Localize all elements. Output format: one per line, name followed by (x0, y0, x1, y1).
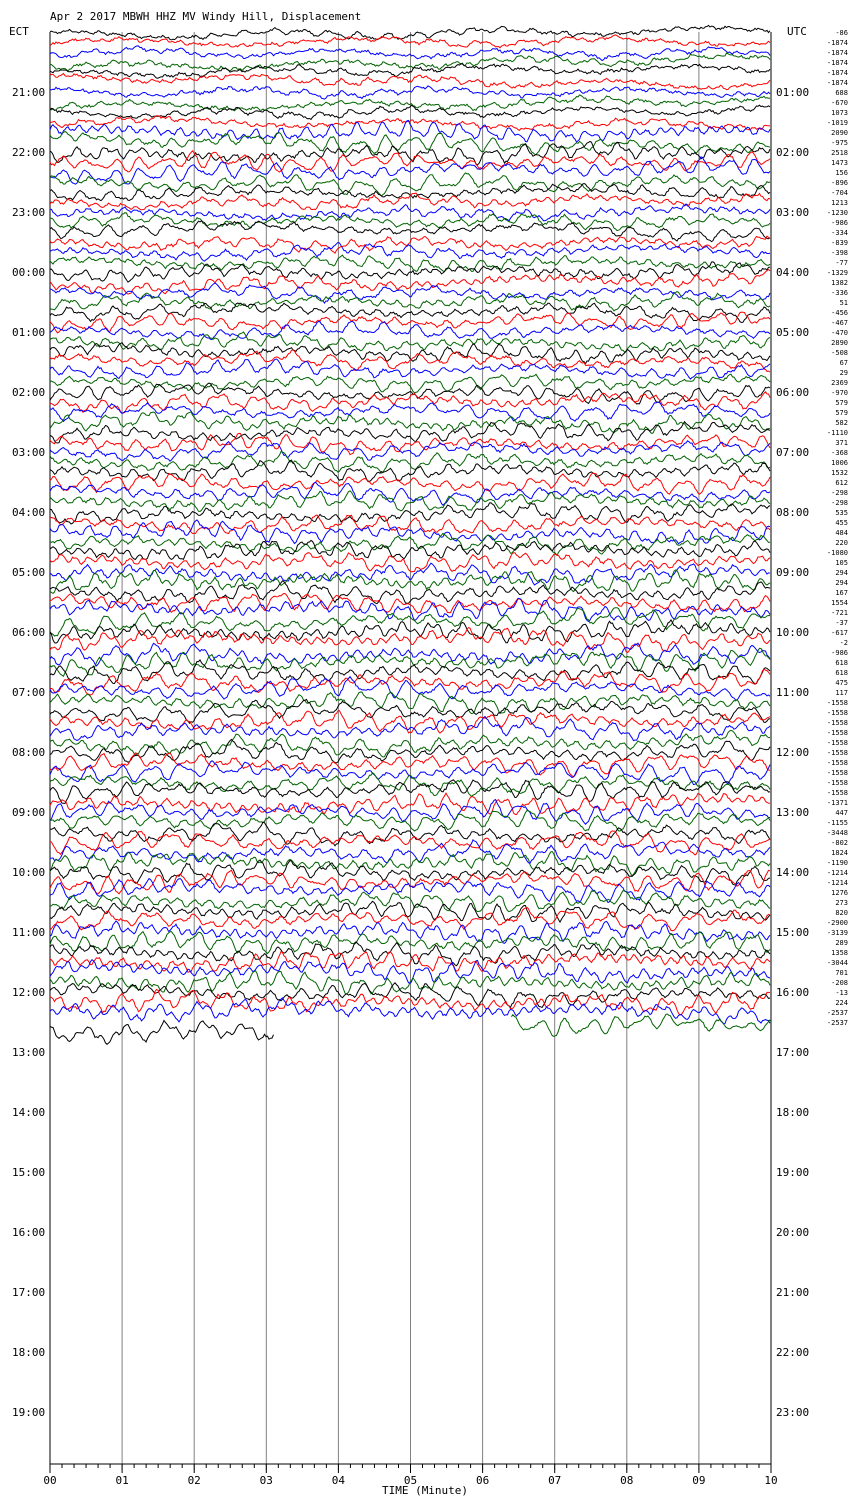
x-tick-label: 03 (259, 1474, 273, 1487)
left-hour-label: 21:00 (12, 86, 46, 99)
trace-offset-label: 67 (839, 359, 848, 367)
left-hour-label: 23:00 (12, 206, 46, 219)
right-hour-label: 23:00 (776, 1406, 810, 1419)
left-hour-label: 04:00 (12, 506, 46, 519)
trace-offset-label: -298 (831, 489, 848, 497)
trace-offset-label: 820 (835, 909, 848, 917)
trace-offset-label: 582 (835, 419, 848, 427)
trace-offset-label: -1558 (826, 699, 848, 707)
trace-offset-label: 273 (835, 899, 848, 907)
trace-offset-label: -1329 (826, 269, 848, 277)
right-hour-label: 08:00 (776, 506, 810, 519)
trace-offset-label: -1558 (826, 729, 848, 737)
trace-offset-label: -1190 (826, 859, 848, 867)
left-hour-label: 12:00 (12, 986, 46, 999)
left-hour-label: 10:00 (12, 866, 46, 879)
trace-offset-label: 220 (835, 539, 848, 547)
trace-offset-label: -3139 (826, 929, 848, 937)
trace-offset-label: 535 (835, 509, 848, 517)
trace-offset-label: -802 (831, 839, 848, 847)
trace-offset-label: 701 (835, 969, 848, 977)
left-hour-label: 14:00 (12, 1106, 46, 1119)
right-hour-label: 15:00 (776, 926, 810, 939)
trace-offset-label: -1874 (826, 49, 848, 57)
trace-offset-label: -670 (831, 99, 848, 107)
trace-offset-label: 224 (835, 999, 848, 1007)
left-hour-label: 06:00 (12, 626, 46, 639)
left-hour-label: 15:00 (12, 1166, 46, 1179)
right-hour-label: 18:00 (776, 1106, 810, 1119)
right-hour-label: 06:00 (776, 386, 810, 399)
trace-offset-label: -896 (831, 179, 848, 187)
trace-offset-label: 484 (835, 529, 848, 537)
trace-offset-label: 1473 (831, 159, 848, 167)
x-tick-label: 06 (475, 1474, 490, 1487)
trace-offset-label: 1006 (831, 459, 848, 467)
trace-offset-label: -456 (831, 309, 848, 317)
right-hour-label: 10:00 (776, 626, 810, 639)
trace-offset-label: 1554 (831, 599, 848, 607)
trace-offset-label: 1824 (831, 849, 848, 857)
left-hour-label: 13:00 (12, 1046, 46, 1059)
trace-offset-label: -368 (831, 449, 848, 457)
trace-offset-label: -77 (835, 259, 848, 267)
x-tick-label: 01 (115, 1474, 129, 1487)
right-hour-label: 20:00 (776, 1226, 810, 1239)
x-tick-label: 05 (403, 1474, 418, 1487)
trace-offset-label: 294 (835, 579, 848, 587)
trace-offset-label: -839 (831, 239, 848, 247)
right-hour-label: 13:00 (776, 806, 810, 819)
trace-offset-label: 2890 (831, 339, 848, 347)
trace-offset-label: 51 (839, 299, 848, 307)
trace-offset-label: -1019 (826, 119, 848, 127)
trace-offset-label: 688 (835, 89, 848, 97)
trace-offset-label: 447 (835, 809, 848, 817)
trace-offset-label: 289 (835, 939, 848, 947)
right-hour-label: 14:00 (776, 866, 810, 879)
trace-offset-label: -3448 (826, 829, 848, 837)
trace-offset-label: 579 (835, 399, 848, 407)
left-hour-label: 07:00 (12, 686, 46, 699)
x-tick-label: 08 (620, 1474, 634, 1487)
trace-offset-label: 156 (835, 169, 848, 177)
trace-offset-label: -1874 (826, 69, 848, 77)
trace-offset-label: -1155 (826, 819, 848, 827)
right-hour-label: 01:00 (776, 86, 810, 99)
left-hour-label: 17:00 (12, 1286, 46, 1299)
x-tick-label: 10 (764, 1474, 778, 1487)
trace-offset-label: -1110 (826, 429, 848, 437)
trace-offset-label: -986 (831, 219, 848, 227)
trace-offset-label: -1874 (826, 39, 848, 47)
trace-offset-label: -13 (835, 989, 848, 997)
trace-offset-label: 371 (835, 439, 848, 447)
trace-offset-label: -721 (831, 609, 848, 617)
trace-offset-label: 29 (839, 369, 848, 377)
trace-offset-label: -975 (831, 139, 848, 147)
trace-offset-label: -2900 (826, 919, 848, 927)
trace-offset-label: -470 (831, 329, 848, 337)
x-tick-label: 09 (692, 1474, 706, 1487)
right-hour-label: 16:00 (776, 986, 810, 999)
right-hour-label: 05:00 (776, 326, 810, 339)
trace-offset-label: 167 (835, 589, 848, 597)
trace-offset-label: 1073 (831, 109, 848, 117)
trace-offset-label: 117 (835, 689, 848, 697)
trace-offset-label: 618 (835, 659, 848, 667)
trace-offset-label: -1230 (826, 209, 848, 217)
trace-offset-label: -1558 (826, 709, 848, 717)
trace-offset-label: 2090 (831, 129, 848, 137)
right-hour-label: 07:00 (776, 446, 810, 459)
right-hour-label: 22:00 (776, 1346, 810, 1359)
right-hour-label: 02:00 (776, 146, 810, 159)
trace-offset-label: 1532 (831, 469, 848, 477)
right-axis-label: UTC (787, 25, 807, 38)
trace-offset-label: -1371 (826, 799, 848, 807)
trace-offset-label: -1558 (826, 739, 848, 747)
trace-offset-label: -336 (831, 289, 848, 297)
right-hour-label: 19:00 (776, 1166, 810, 1179)
trace-offset-label: -986 (831, 649, 848, 657)
right-hour-label: 12:00 (776, 746, 810, 759)
trace-offset-label: -298 (831, 499, 848, 507)
right-hour-label: 04:00 (776, 266, 810, 279)
left-axis-label: ECT (9, 25, 29, 38)
trace-offset-label: -1558 (826, 779, 848, 787)
left-hour-label: 19:00 (12, 1406, 46, 1419)
trace-offset-label: 1213 (831, 199, 848, 207)
trace-offset-label: -467 (831, 319, 848, 327)
trace-offset-label: 612 (835, 479, 848, 487)
trace-offset-label: 1358 (831, 949, 848, 957)
trace-offset-label: -1214 (826, 869, 848, 877)
x-tick-label: 04 (331, 1474, 346, 1487)
right-hour-label: 21:00 (776, 1286, 810, 1299)
trace-offset-label: -1214 (826, 879, 848, 887)
left-hour-label: 05:00 (12, 566, 46, 579)
trace-offset-label: -1558 (826, 759, 848, 767)
trace-offset-label: 475 (835, 679, 848, 687)
trace-offset-label: 618 (835, 669, 848, 677)
trace-offset-label: -1874 (826, 79, 848, 87)
trace-offset-label: -1874 (826, 59, 848, 67)
left-hour-label: 16:00 (12, 1226, 46, 1239)
left-hour-label: 02:00 (12, 386, 46, 399)
trace-offset-label: -37 (835, 619, 848, 627)
left-hour-label: 18:00 (12, 1346, 46, 1359)
trace-offset-label: -3044 (826, 959, 848, 967)
left-hour-label: 08:00 (12, 746, 46, 759)
trace-offset-label: -2537 (826, 1009, 848, 1017)
x-tick-label: 02 (187, 1474, 201, 1487)
x-tick-label: 00 (43, 1474, 57, 1487)
trace-offset-label: -1558 (826, 719, 848, 727)
trace-offset-label: -1080 (826, 549, 848, 557)
trace-offset-label: -1558 (826, 789, 848, 797)
trace-offset-label: -2 (839, 639, 848, 647)
trace-offset-label: 2369 (831, 379, 848, 387)
trace-offset-label: -970 (831, 389, 848, 397)
x-axis-title: TIME (Minute) (381, 1484, 469, 1497)
trace-offset-label: -208 (831, 979, 848, 987)
right-hour-label: 17:00 (776, 1046, 810, 1059)
trace-offset-label: -704 (831, 189, 848, 197)
trace-offset-label: 105 (835, 559, 848, 567)
trace-offset-label: -86 (835, 29, 848, 37)
left-hour-label: 03:00 (12, 446, 46, 459)
trace-offset-label: -2537 (826, 1019, 848, 1027)
x-tick-label: 07 (548, 1474, 562, 1487)
right-hour-label: 11:00 (776, 686, 810, 699)
trace-offset-label: 1382 (831, 279, 848, 287)
trace-offset-label: 1276 (831, 889, 848, 897)
trace-offset-label: -1558 (826, 749, 848, 757)
trace-offset-label: 455 (835, 519, 848, 527)
trace-offset-label: -1558 (826, 769, 848, 777)
right-hour-label: 09:00 (776, 566, 810, 579)
left-hour-label: 09:00 (12, 806, 46, 819)
right-hour-label: 03:00 (776, 206, 810, 219)
trace-offset-label: -508 (831, 349, 848, 357)
trace-offset-label: -398 (831, 249, 848, 257)
left-hour-label: 01:00 (12, 326, 46, 339)
trace-offset-label: 294 (835, 569, 848, 577)
trace-offset-label: 2518 (831, 149, 848, 157)
trace-offset-label: -617 (831, 629, 848, 637)
left-hour-label: 22:00 (12, 146, 46, 159)
trace-offset-label: 579 (835, 409, 848, 417)
chart-title: Apr 2 2017 MBWH HHZ MV Windy Hill, Displacement (50, 10, 362, 23)
left-hour-label: 11:00 (12, 926, 46, 939)
left-hour-label: 00:00 (12, 266, 46, 279)
trace-offset-label: -334 (831, 229, 848, 237)
